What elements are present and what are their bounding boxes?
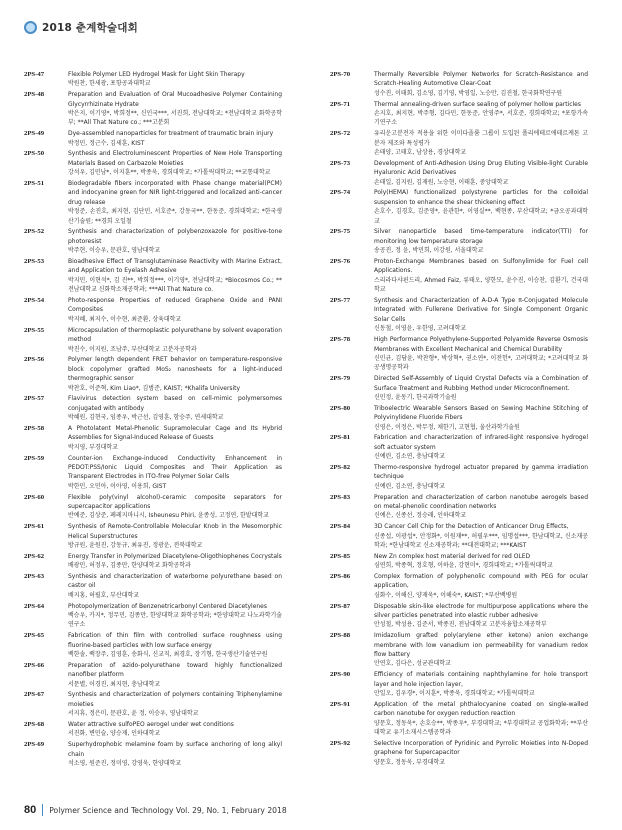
entry-body: [374, 404, 588, 432]
entry-title: Triboelectric Wearable Sensors Based on Sewing Machine Stitching of Polyvinylidene Fluoride Fibers: [374, 404, 588, 422]
abstract-entry: [24, 129, 282, 148]
entry-code: 2PS-85: [330, 552, 351, 560]
entry-title: Flavivirus detection system based on cell-mimic polymersomes conjugated with antibody: [68, 395, 282, 412]
entry-authors: 반예준, 김상준, 페레지마니시, Isheunesu Phiri, 윤종성, 고정연, 한밭대학교: [68, 512, 269, 520]
right-column: [330, 70, 588, 768]
abstract-entry: [330, 374, 588, 402]
entry-body: [374, 335, 588, 373]
entry-authors: 손호수, 김경호, 김준영*, 윤관한*, 이영실**, 백현종, 부산대학교; *금오공과대학교: [374, 208, 588, 225]
entry-title: Fabrication and characterization of infrared-light responsive hydrogel soft actuator system: [374, 434, 588, 451]
entry-code: 2PS-52: [24, 228, 45, 236]
entry-body: [68, 424, 282, 452]
entry-authors: 배광민, 허정우, 김종만, 한양대학교 화학공학과: [68, 562, 191, 570]
entry-title: Microcapsulation of thermoplastic polyurethane by solvent evaporation method: [68, 326, 282, 344]
entry-title: Selective Incorporation of Pyridinic and Pyrrolic Moieties into N-Doped graphene for Supercapacitor: [374, 739, 588, 757]
entry-title: Thermo-responsive hydrogel actuator prepared by gamma irradiation technique: [374, 463, 588, 481]
entry-body: [68, 690, 282, 718]
entry-title: Counter-ion Exchange-induced Conductivity Enhancement in PEDOT:PSS/Ionic Liquid Composites and Their Application as Transparent Electrodes in ITO-free Polymer Solar Cells: [68, 454, 282, 481]
entry-code: 2PS-71: [330, 100, 351, 108]
abstract-entry: [24, 227, 282, 255]
abstract-entry: [330, 572, 588, 600]
abstract-entry: [24, 720, 282, 739]
abstract-entry: [24, 90, 282, 128]
entry-authors: 신예린, 김소연, 충남대학교: [374, 453, 446, 461]
entry-title: Imidazolium grafted poly(arylene ether ketone) anion exchange membrane with low vanadium ion permeability for vanadium redox flow battery: [374, 632, 588, 658]
entry-body: [68, 522, 282, 550]
entry-title: Flexible poly(vinyl alcohol)-ceramic composite separators for supercapacitor applications: [68, 493, 282, 510]
abstract-entry: [330, 188, 588, 226]
entry-body: [68, 355, 282, 393]
entry-code: 2PS-67: [24, 691, 45, 699]
entry-title: Synthesis of Remote-Controllable Molecular Knob in the Mesomorphic Helical Superstructures: [68, 523, 282, 540]
entry-body: [68, 602, 282, 630]
entry-title: Proton-Exchange Membranes based on Sulfonylimide for Fuel cell Applications.: [374, 258, 588, 275]
entry-authors: 배지홍, 허필호, 부산대학교: [68, 591, 140, 599]
entry-body: [68, 257, 282, 295]
entry-title: Dye-assembled nanoparticles for treatment of traumatic brain injury: [68, 130, 274, 138]
entry-code: 2PS-79: [330, 375, 351, 383]
entry-authors: 손태양, 고태호, 남상용, 경상대학교: [374, 149, 467, 157]
entry-title: Synthesis and Electroluminescent Properties of New Hole Transporting Materials Based on Carbazole Moieties: [68, 150, 282, 167]
abstract-entry: [24, 326, 282, 354]
entry-body: [68, 572, 282, 600]
entry-authors: 박원찬, 한세광, 포항공과대학교: [68, 80, 151, 88]
entry-authors: 송공진, 정 윤, 박민희, 이강원, 서울대학교: [374, 247, 484, 255]
abstract-entry: [330, 463, 588, 491]
entry-code: 2PS-59: [24, 454, 45, 462]
entry-authors: 신예은, 신종선, 정승래, 인하대학교: [374, 512, 467, 520]
abstract-entry: [24, 522, 282, 550]
entry-code: 2PS-88: [330, 632, 351, 640]
entry-title: Synthesis and characterization of polymers containing Triphenylamine moieties: [68, 691, 282, 708]
entry-body: [374, 374, 588, 402]
entry-code: 2PS-86: [330, 572, 351, 580]
entry-body: [374, 257, 588, 295]
abstract-entry: [24, 149, 282, 177]
entry-authors: 강석우, 김민남*, 이지훈**, 박종욱, 경희대학교; *가톨릭대학교; **교통대학교: [68, 169, 271, 177]
abstract-entry: [330, 257, 588, 295]
entry-authors: 박주현, 이승우, 문관호, 영남대학교: [68, 247, 161, 255]
entry-code: 2PS-73: [330, 159, 351, 167]
entry-body: [374, 572, 588, 600]
entry-body: [68, 394, 282, 422]
entry-authors: 박혜원, 김현국, 임종우, 박근선, 김영훈, 함승주, 연세대학교: [68, 414, 224, 422]
entry-title: Development of Anti-Adhesion Using Drug Eluting Visible-light Curable Hyaluronic Acid Derivatives: [374, 159, 588, 177]
entry-body: [68, 129, 282, 148]
entry-body: [68, 90, 282, 128]
entry-title: New Zn complex host material derived for red OLED: [374, 552, 531, 560]
entry-body: [374, 129, 588, 157]
entry-title: Synthesis and Characterization of A-D-A Type π-Conjugated Molecule Integrated with Fullerene Derivative for Single Component Organic Solar Cells: [374, 297, 588, 323]
entry-code: 2PS-90: [330, 671, 351, 679]
entry-code: 2PS-56: [24, 356, 45, 364]
entry-code: 2PS-66: [24, 661, 45, 669]
page-header: [24, 20, 138, 35]
entry-code: 2PS-80: [330, 404, 351, 412]
entry-code: 2PS-77: [330, 297, 351, 305]
entry-authors: 박진수, 이지원, 조남주, 부산대학교 고분자공학과: [68, 345, 197, 353]
abstract-entry: [24, 602, 282, 630]
entry-code: 2PS-70: [330, 71, 351, 78]
entry-authors: 방규원, 윤원진, 강동규, 최유진, 정광운, 전북대학교: [68, 541, 203, 549]
entry-title: Photopolymerization of Benzenetricarbonyl Centered Diacetylenes: [68, 602, 267, 610]
entry-title: Poly(HEMA) functionalized polystyrene particles for the colloidal suspension to enhance the shear thickening effect: [374, 189, 588, 206]
abstract-entry: [330, 739, 588, 767]
entry-authors: 박지영, 부경대학교: [68, 443, 118, 451]
entry-authors: 손지호, 최지현, 박주형, 김다민, 한동준, 안영주*, 서호준, 경희대학교; *포항가속기연구소: [374, 110, 588, 127]
abstract-entry: [330, 631, 588, 669]
entry-code: 2PS-87: [330, 602, 351, 610]
entry-authors: 안일오, 김우경*, 이지훈*, 박종욱, 경희대학교; *가톨릭대학교: [374, 690, 535, 698]
entry-body: [68, 296, 282, 324]
abstract-entry: [24, 690, 282, 718]
abstract-entry: [330, 552, 588, 571]
entry-title: Directed Self-Assembly of Liquid Crystal Defects via a Combination of Surface Treatment and Rubbing Method under Microconfinement.: [374, 375, 588, 392]
entry-code: 2PS-50: [24, 150, 45, 158]
entry-body: [374, 188, 588, 226]
entry-authors: 심화수, 이해신, 양재욱*, 이해숙*, KAIST; *부산백병원: [374, 591, 518, 599]
entry-authors: 백승우, 카지*, 정무민, 김종만, 한양대학교 화학공학과; *한양대학교 나노과학기술연구소: [68, 611, 282, 629]
entry-authors: 박정민, 정근수, 김세훈, KIST: [68, 139, 145, 147]
entry-body: [374, 552, 588, 571]
entry-authors: 손태일, 김지원, 김재원, 노승현, 이태훈, 중앙대학교: [374, 178, 509, 186]
entry-title: 3D Cancer Cell Chip for the Detection of Anticancer Drug Effects,: [374, 523, 569, 531]
abstract-entry: [330, 493, 588, 521]
entry-body: [374, 700, 588, 738]
entry-code: 2PS-57: [24, 395, 45, 403]
entry-title: 유리운고분전자 적용을 위한 이미다졸륨 그룹이 도입된 폴리에테르에테르케톤 고분자 제조와 특성평가: [374, 130, 588, 147]
page-footer: [24, 804, 287, 816]
entry-title: Biodegradable fibers incorporated with Phase change material(PCM) and indocyanine green for NIR light-triggered and localized anti-cancer drug release: [68, 180, 282, 206]
entry-code: 2PS-61: [24, 523, 45, 531]
entry-authors: 서문별, 이경진, 최지현, 충남대학교: [68, 680, 161, 688]
page-header-title: 2018 춘계학술대회: [42, 22, 138, 34]
abstract-entry: [330, 227, 588, 255]
entry-title: Synthesis and characterization of polybenzoxazole for positive-tone photoresist: [68, 228, 282, 245]
entry-authors: 박지민, 이현석*, 김 진**, 박희정***, 이기영*, 전남대학교; *Biocosmos Co.; **전남대학교 신화학소재공학과; ***All That Nature co.: [68, 276, 282, 294]
entry-code: 2PS-68: [24, 721, 45, 729]
entry-title: Thermal annealing-driven surface sealing of polymer hollow particles: [374, 100, 581, 108]
abstract-entry: [330, 159, 588, 187]
entry-code: 2PS-92: [330, 739, 351, 747]
abstract-entry: [330, 129, 588, 157]
entry-authors: 신민정, 윤동기, 한국과학기술원: [374, 393, 457, 401]
abstract-entry: [24, 493, 282, 521]
entry-title: Polymer length dependent FRET behavior on temperature-responsive block copolymer grafted MoS₂ nanosheets for a light-induced thermographic sensor: [68, 356, 282, 383]
entry-code: 2PS-69: [24, 741, 45, 749]
entry-code: 2PS-72: [330, 130, 351, 138]
entry-code: 2PS-63: [24, 572, 45, 580]
entry-code: 2PS-65: [24, 632, 45, 640]
entry-title: Flexible Polymer LED Hydrogel Mask for Light Skin Therapy: [68, 71, 245, 78]
abstract-entry: [24, 552, 282, 571]
entry-body: [374, 493, 588, 521]
entry-body: [68, 661, 282, 689]
entry-authors: 신예린, 김소연, 충남대학교: [374, 482, 446, 490]
entry-title: Application of the metal phthalocyanine coated on single-walled carbon nanotube for oxygen reduction reaction: [374, 700, 588, 718]
entry-body: [68, 552, 282, 571]
entry-title: Complex formation of polyphenolic compound with PEG for ocular application,: [374, 572, 588, 590]
entry-title: Energy Transfer in Polymerized Diacetylene-Oligothiophenes Cocrystals: [68, 552, 282, 560]
abstract-entry: [330, 335, 588, 373]
entry-body: [68, 70, 282, 89]
abstract-entry: [330, 433, 588, 461]
entry-code: 2PS-51: [24, 180, 45, 188]
entry-authors: 신종섭, 이광섭*, 안정화*, 이원재**, 허필우***, 임명섭***, 한남대학교, 신소재공학과; *한남대학교 신소재공학과; **대전대학교; ***KAIST: [374, 532, 588, 549]
journal-info: Polymer Science and Technology Vol. 29, No. 1, February 2018: [49, 805, 287, 815]
entry-title: Photo-response Properties of reduced Graphene Oxide and PANI Composites: [68, 297, 282, 314]
entry-authors: 백한솔, 백장주, 김영훈, 송화식, 신교직, 최경호, 장기형, 한국생산기술연구원: [68, 651, 268, 658]
entry-code: 2PS-74: [330, 189, 351, 197]
entry-title: Water attractive sulfoPEO aerogel under wet conditions: [68, 721, 234, 729]
abstract-entry: [24, 355, 282, 393]
abstract-entry: [330, 700, 588, 738]
entry-body: [374, 522, 588, 550]
entry-authors: 박정준, 손진호, 최지현, 김단민, 서호준*, 강동국**, 한동준, 경희대학교; *한국생산기술원; **경희 오일철: [68, 208, 282, 225]
entry-body: [374, 296, 588, 334]
entry-authors: 박지혜, 최지수, 이수현, 최준환, 상육대학교: [68, 315, 182, 323]
entry-body: [68, 227, 282, 255]
entry-body: [374, 159, 588, 187]
entry-authors: 심연희, 박종혁, 정호형, 이하윤, 강현미*, 경희대학교; *가톨릭대학교: [374, 562, 553, 570]
entry-authors: 신동철, 이영윤, 우한영, 고려대학교: [374, 325, 467, 333]
entry-code: 2PS-55: [24, 326, 45, 334]
entry-body: [374, 433, 588, 461]
entry-title: Bioadhesive Effect of Transglutaminase Reactivity with Marine Extract, and Application to Eyelash Adhesive: [68, 258, 282, 275]
entry-authors: 박한민, 오민아, 이아영, 이용희, GIST: [68, 482, 167, 490]
abstract-entry: [24, 454, 282, 492]
entry-body: [68, 631, 282, 659]
entry-title: Preparation and Evaluation of Oral Mucoadhesive Polymer Containing Glycyrrhizinate Hydrate: [68, 91, 282, 108]
entry-code: 2PS-81: [330, 434, 351, 442]
entry-body: [374, 602, 588, 630]
entry-code: 2PS-62: [24, 552, 45, 560]
entry-authors: 스리라다샤핀드리, Ahmed Faiz, 류태오, 양한모, 윤수진, 이승찬, 김환기, 건국대학교: [374, 276, 588, 294]
entry-authors: 안성철, 박성용, 김준서, 박종진, 전남대학교 고분자융합소재공학부: [374, 621, 547, 629]
entry-code: 2PS-75: [330, 228, 351, 236]
abstract-entry: [330, 100, 588, 128]
entry-title: Preparation and characterization of carbon nanotube aerogels based on metal-phenolic coordination networks: [374, 493, 588, 510]
entry-body: [68, 149, 282, 177]
entry-body: [374, 70, 588, 98]
entry-title: Preparation of azido-polyurethane toward highly functionalized nanofiber platform: [68, 661, 282, 679]
entry-body: [374, 227, 588, 255]
abstract-entry: [24, 296, 282, 324]
abstract-entry: [24, 740, 282, 768]
left-column: [24, 70, 282, 770]
page-number: 80: [24, 804, 43, 816]
entry-authors: 양문호, 정동욱*, 손호승**, 박종우*, 부경대학교; *부경대학교 공업화학과; **부산대학교 유기소재시스템공학과: [374, 719, 588, 737]
entry-body: [374, 100, 588, 128]
entry-body: [374, 670, 588, 698]
entry-body: [68, 454, 282, 492]
entry-body: [374, 631, 588, 669]
entry-code: 2PS-76: [330, 258, 351, 266]
entry-body: [374, 463, 588, 491]
entry-body: [68, 179, 282, 226]
abstract-entry: [330, 522, 588, 550]
entry-authors: 신민균, 김담윤, 박찬형*, 박상혁*, 권소연*, 이전헌*, 고려대학교; *고려대학교 화공생명공학과: [374, 354, 588, 372]
entry-code: 2PS-54: [24, 297, 45, 305]
entry-code: 2PS-82: [330, 463, 351, 471]
entry-authors: 안연호, 김다은, 성균관대학교: [374, 660, 451, 668]
abstract-entry: [24, 257, 282, 295]
entry-authors: 성수진, 이태회, 김소영, 김기영, 박영일, 노승만, 김진철, 한국화학연구원: [374, 89, 563, 97]
entry-authors: 박찬호, 이준혁, Kim Liao*, 김범준, KAIST; *Khalifa University: [68, 384, 241, 392]
entry-title: Efficiency of materials containing naphthylamine for hole transport layer and hole injection layer,: [374, 671, 588, 688]
abstract-entry: [24, 179, 282, 226]
entry-authors: 양문호, 정동욱, 부경대학교: [374, 758, 446, 766]
entry-code: 2PS-49: [24, 130, 45, 138]
entry-code: 2PS-83: [330, 493, 351, 501]
entry-authors: 석소영, 원준진, 정미영, 강영욱, 한양대학교: [68, 760, 182, 768]
entry-code: 2PS-47: [24, 71, 45, 78]
abstract-entry: [330, 296, 588, 334]
entry-code: 2PS-91: [330, 700, 351, 708]
entry-title: Synthesis and characterization of waterborne polyurethane based on castor oil: [68, 572, 282, 590]
entry-title: A Photolatent Metal-Phenolic Supramolecular Cage and Its Hybrid Assemblies for Signal-Induced Release of Guests: [68, 424, 282, 442]
abstract-entry: [24, 572, 282, 600]
abstract-entry: [24, 661, 282, 689]
entry-title: High Performance Polyethylene-Supported Polyamide Reverse Osmosis Membranes with Excellent Mechanical and Chemical Durability: [374, 336, 588, 353]
entry-title: Thermally Reversible Polymer Networks for Scratch-Resistance and Scratch-Healing Automotive Clear-Coat: [374, 71, 588, 88]
abstract-entry: [330, 602, 588, 630]
entry-body: [68, 493, 282, 521]
abstract-entry: [330, 404, 588, 432]
entry-code: 2PS-53: [24, 258, 45, 266]
entry-code: 2PS-84: [330, 523, 351, 531]
entry-body: [68, 326, 282, 354]
entry-authors: 신영은, 이정은, 박무정, 채한기, 고현협, 울산과학기술원: [374, 423, 520, 431]
entry-code: 2PS-58: [24, 424, 45, 432]
abstract-entry: [330, 670, 588, 698]
entry-code: 2PS-78: [330, 336, 351, 344]
entry-title: Superhydrophobic melamine foam by surface anchoring of long alkyl chain: [68, 741, 282, 758]
entry-body: [68, 720, 282, 739]
entry-authors: 서진화, 변민슬, 양승재, 인하대학교: [68, 730, 161, 738]
entry-title: Silver nanoparticle based time-temperature indicator(TTI) for monitoring low temperature storage: [374, 228, 588, 245]
entry-body: [374, 739, 588, 767]
abstract-entry: [24, 394, 282, 422]
abstract-entry: [24, 631, 282, 659]
entry-body: [68, 740, 282, 768]
entry-code: 2PS-48: [24, 91, 45, 99]
abstract-entry: [330, 70, 588, 98]
entry-authors: 서지휴, 정은미, 문관호, 윤 정, 이승우, 영남대학교: [68, 710, 199, 718]
abstract-entry: [24, 424, 282, 452]
entry-code: 2PS-64: [24, 602, 45, 610]
entry-title: Fabrication of thin film with controlled surface roughness using fluorine-based particles with low surface energy: [68, 632, 282, 649]
abstract-entry: [24, 70, 282, 89]
entry-authors: 박은지, 이기영*, 박희정**, 신인국***, 서진희, 전남대학교; *전남대학교 화학공학부; **All That Nature co.; ***고분회: [68, 110, 282, 127]
entry-title: Disposable skin-like electrode for multipurpose applications where the silver particles penetrated into elastic rubber adhesive: [374, 602, 588, 619]
bullet-circle-icon: [24, 21, 37, 34]
entry-code: 2PS-60: [24, 493, 45, 501]
